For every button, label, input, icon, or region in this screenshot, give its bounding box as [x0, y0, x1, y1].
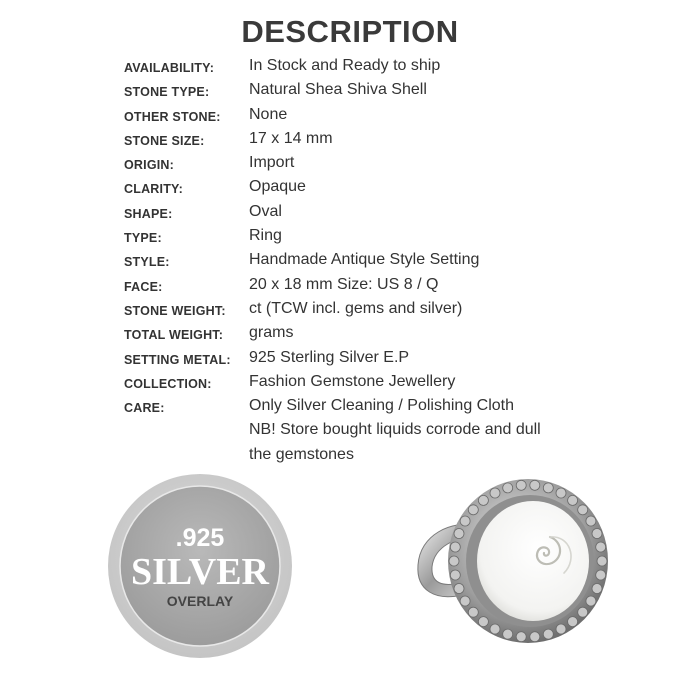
ring-bead	[449, 556, 459, 566]
badge-graphic	[108, 474, 292, 658]
spec-row-stone-type	[124, 79, 684, 103]
spec-label: AVAILABILITY:	[124, 61, 215, 75]
spec-value: Handmade Antique Style Setting	[249, 251, 480, 269]
ring-bead	[568, 495, 578, 505]
ring-bead	[543, 483, 553, 493]
spec-value-continuation: NB! Store bought liquids corrode and dull	[249, 421, 541, 439]
ring-bead	[460, 596, 470, 606]
spec-label: COLLECTION:	[124, 376, 212, 391]
ring-bead	[586, 596, 596, 606]
ring-bead	[586, 516, 596, 526]
spec-value: Oval	[249, 202, 282, 220]
spec-value: Only Silver Cleaning / Polishing Cloth	[249, 397, 515, 415]
page-title: DESCRIPTION	[241, 14, 459, 49]
ring-bead	[503, 629, 513, 639]
spec-row-setting-metal	[124, 347, 684, 371]
spec-label: STYLE:	[124, 255, 170, 270]
silver-overlay-badge	[108, 474, 292, 658]
spec-row-stone-size	[124, 128, 684, 152]
ring-bead	[530, 632, 540, 642]
ring-bead	[530, 480, 540, 490]
spec-row-other-stone	[124, 104, 684, 128]
spec-row-care	[124, 395, 684, 419]
ring-bead	[478, 495, 488, 505]
badge-top-text: .925	[175, 524, 225, 552]
ring-bead	[490, 488, 500, 498]
ring-bead	[592, 529, 602, 539]
spec-row-availability	[124, 55, 684, 79]
ring-bead	[596, 570, 606, 580]
ring-bead	[556, 488, 566, 498]
badge-bottom-text: OVERLAY	[166, 593, 234, 609]
ring-bead	[556, 624, 566, 634]
spec-value: grams	[249, 324, 294, 342]
spec-label: STONE WEIGHT:	[124, 303, 226, 318]
ring-bead	[543, 629, 553, 639]
spec-value: Import	[249, 154, 295, 172]
shell-stone	[477, 501, 589, 621]
spec-label: CLARITY:	[124, 182, 183, 197]
ring-bead	[460, 516, 470, 526]
spec-label: ORIGIN:	[124, 158, 175, 173]
spec-value: 20 x 18 mm Size: US 8 / Q	[249, 275, 439, 293]
spec-label: SETTING METAL:	[124, 352, 231, 367]
spec-value-continuation: the gemstones	[249, 445, 354, 463]
spec-value: Fashion Gemstone Jewellery	[249, 372, 456, 390]
spec-label: CARE:	[124, 401, 165, 416]
ring-bead	[597, 556, 607, 566]
ring-bead	[454, 584, 464, 594]
ring-bead	[578, 607, 588, 617]
ring-graphic	[400, 475, 610, 650]
ring-bead	[516, 480, 526, 490]
spec-label: SHAPE:	[124, 206, 173, 221]
spec-value: None	[249, 105, 288, 123]
spec-row-clarity	[124, 176, 684, 200]
ring-bead	[596, 542, 606, 552]
spec-value: Natural Shea Shiva Shell	[249, 81, 427, 99]
ring-bead	[478, 617, 488, 627]
spec-value: ct (TCW incl. gems and silver)	[249, 299, 463, 317]
spec-label: STONE SIZE:	[124, 133, 205, 148]
ring-bead	[468, 505, 478, 515]
shiva-shell-ring-image	[400, 475, 610, 650]
ring-bead	[450, 542, 460, 552]
spec-row-stone-weight	[124, 298, 684, 322]
spec-row-total-weight	[124, 322, 684, 346]
spec-row-face	[124, 274, 684, 298]
spec-row-collection	[124, 371, 684, 395]
spec-row-origin	[124, 152, 684, 176]
spec-value: In Stock and Ready to ship	[249, 57, 441, 74]
spec-row-shape	[124, 201, 684, 225]
spec-label: OTHER STONE:	[124, 109, 221, 124]
spec-label: STONE TYPE:	[124, 85, 210, 100]
spec-value: Ring	[249, 227, 282, 245]
spec-label: TYPE:	[124, 231, 162, 246]
ring-bead	[468, 607, 478, 617]
spec-row-care-continuation-2	[124, 444, 684, 468]
ring-bead	[454, 529, 464, 539]
spec-value: Opaque	[249, 178, 306, 196]
ring-bead	[592, 584, 602, 594]
ring-bead	[450, 570, 460, 580]
badge-main-text: SILVER	[130, 551, 270, 593]
spec-label: TOTAL WEIGHT:	[124, 328, 224, 343]
ring-bead	[490, 624, 500, 634]
spec-value: 925 Sterling Silver E.P	[249, 348, 410, 366]
spec-row-care-continuation-1	[124, 419, 684, 443]
ring-bead	[516, 632, 526, 642]
spec-value: 17 x 14 mm	[249, 129, 333, 147]
ring-bead	[503, 483, 513, 493]
ring-bead	[568, 617, 578, 627]
specs-list	[124, 55, 684, 468]
spec-label: FACE:	[124, 279, 163, 294]
spec-row-style	[124, 249, 684, 273]
spec-row-type	[124, 225, 684, 249]
ring-bead	[578, 505, 588, 515]
